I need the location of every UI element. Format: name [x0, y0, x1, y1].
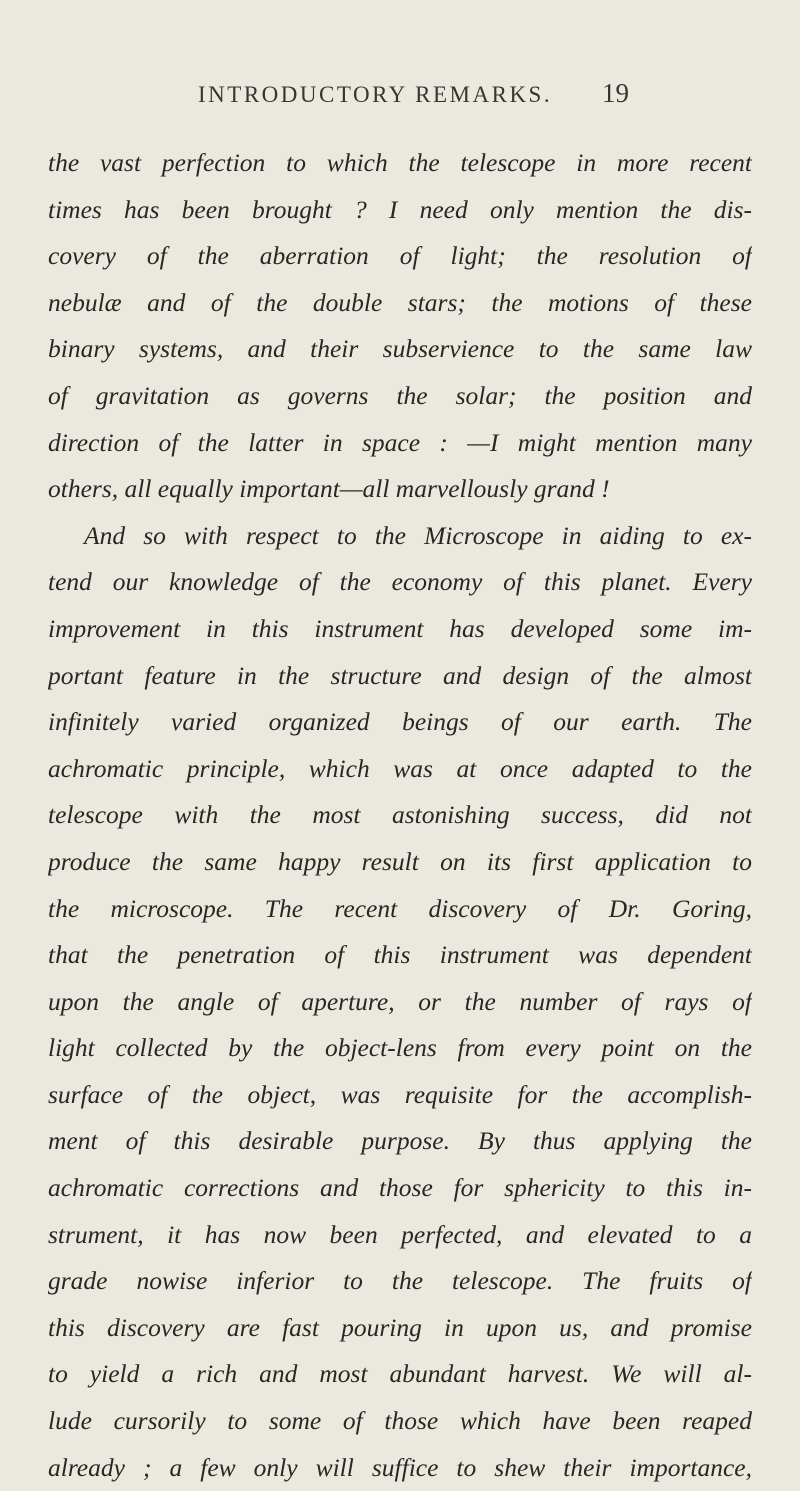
text-line: light collected by the object-lens from every point on the [48, 1033, 752, 1063]
text-line: already ; a few only will suffice to shew their importance, [48, 1452, 752, 1482]
text-line: to yield a rich and most abundant harvest. We will al- [48, 1359, 752, 1389]
text-line: direction of the latter in space : —I might mention many [48, 427, 752, 457]
text-line: ment of this desirable purpose. By thus applying the [48, 1126, 752, 1156]
text-line: portant feature in the structure and design of the almost [48, 660, 752, 690]
body-text [48, 140, 752, 1491]
text-line: improvement in this instrument has developed some im- [48, 613, 752, 643]
text-line: achromatic corrections and those for sphericity to this in- [48, 1173, 752, 1203]
text-line: tend our knowledge of the economy of this planet. Every [48, 567, 752, 597]
text-line: achromatic principle, which was at once adapted to the [48, 753, 752, 783]
text-line: that the penetration of this instrument was dependent [48, 940, 752, 970]
text-line: the vast perfection to which the telescope in more recent [48, 148, 752, 177]
text-line: strument, it has now been perfected, and elevated to a [48, 1219, 752, 1249]
text-line: times has been brought ? I need only mention the dis- [48, 194, 752, 224]
text-line: upon the angle of aperture, or the number of rays of [48, 986, 752, 1016]
paragraph-end-line: others, all equally important—all marvellously grand ! [48, 474, 610, 504]
paragraph-start-line: And so with respect to the Microscope in aiding to ex- [84, 520, 752, 550]
text-line: surface of the object, was requisite for the accomplish- [48, 1079, 752, 1109]
text-line: nebulæ and of the double stars; the motions of these [48, 287, 752, 317]
text-line: covery of the aberration of light; the resolution of [48, 241, 752, 271]
text-line: the microscope. The recent discovery of Dr. Goring, [48, 893, 752, 923]
running-head: INTRODUCTORY REMARKS. [198, 82, 553, 107]
text-line: binary systems, and their subservience to the same law [48, 334, 752, 364]
text-line: produce the same happy result on its first application to [48, 846, 752, 876]
text-line: lude cursorily to some of those which have been reaped [48, 1406, 752, 1436]
text-line: telescope with the most astonishing success, did not [48, 800, 752, 830]
text-line: infinitely varied organized beings of our earth. The [48, 707, 752, 737]
text-line: of gravitation as governs the solar; the position and [48, 380, 752, 410]
page-number: 19 [602, 78, 629, 108]
text-line: grade nowise inferior to the telescope. The fruits of [48, 1266, 752, 1296]
text-line: this discovery are fast pouring in upon us, and promise [48, 1312, 752, 1342]
